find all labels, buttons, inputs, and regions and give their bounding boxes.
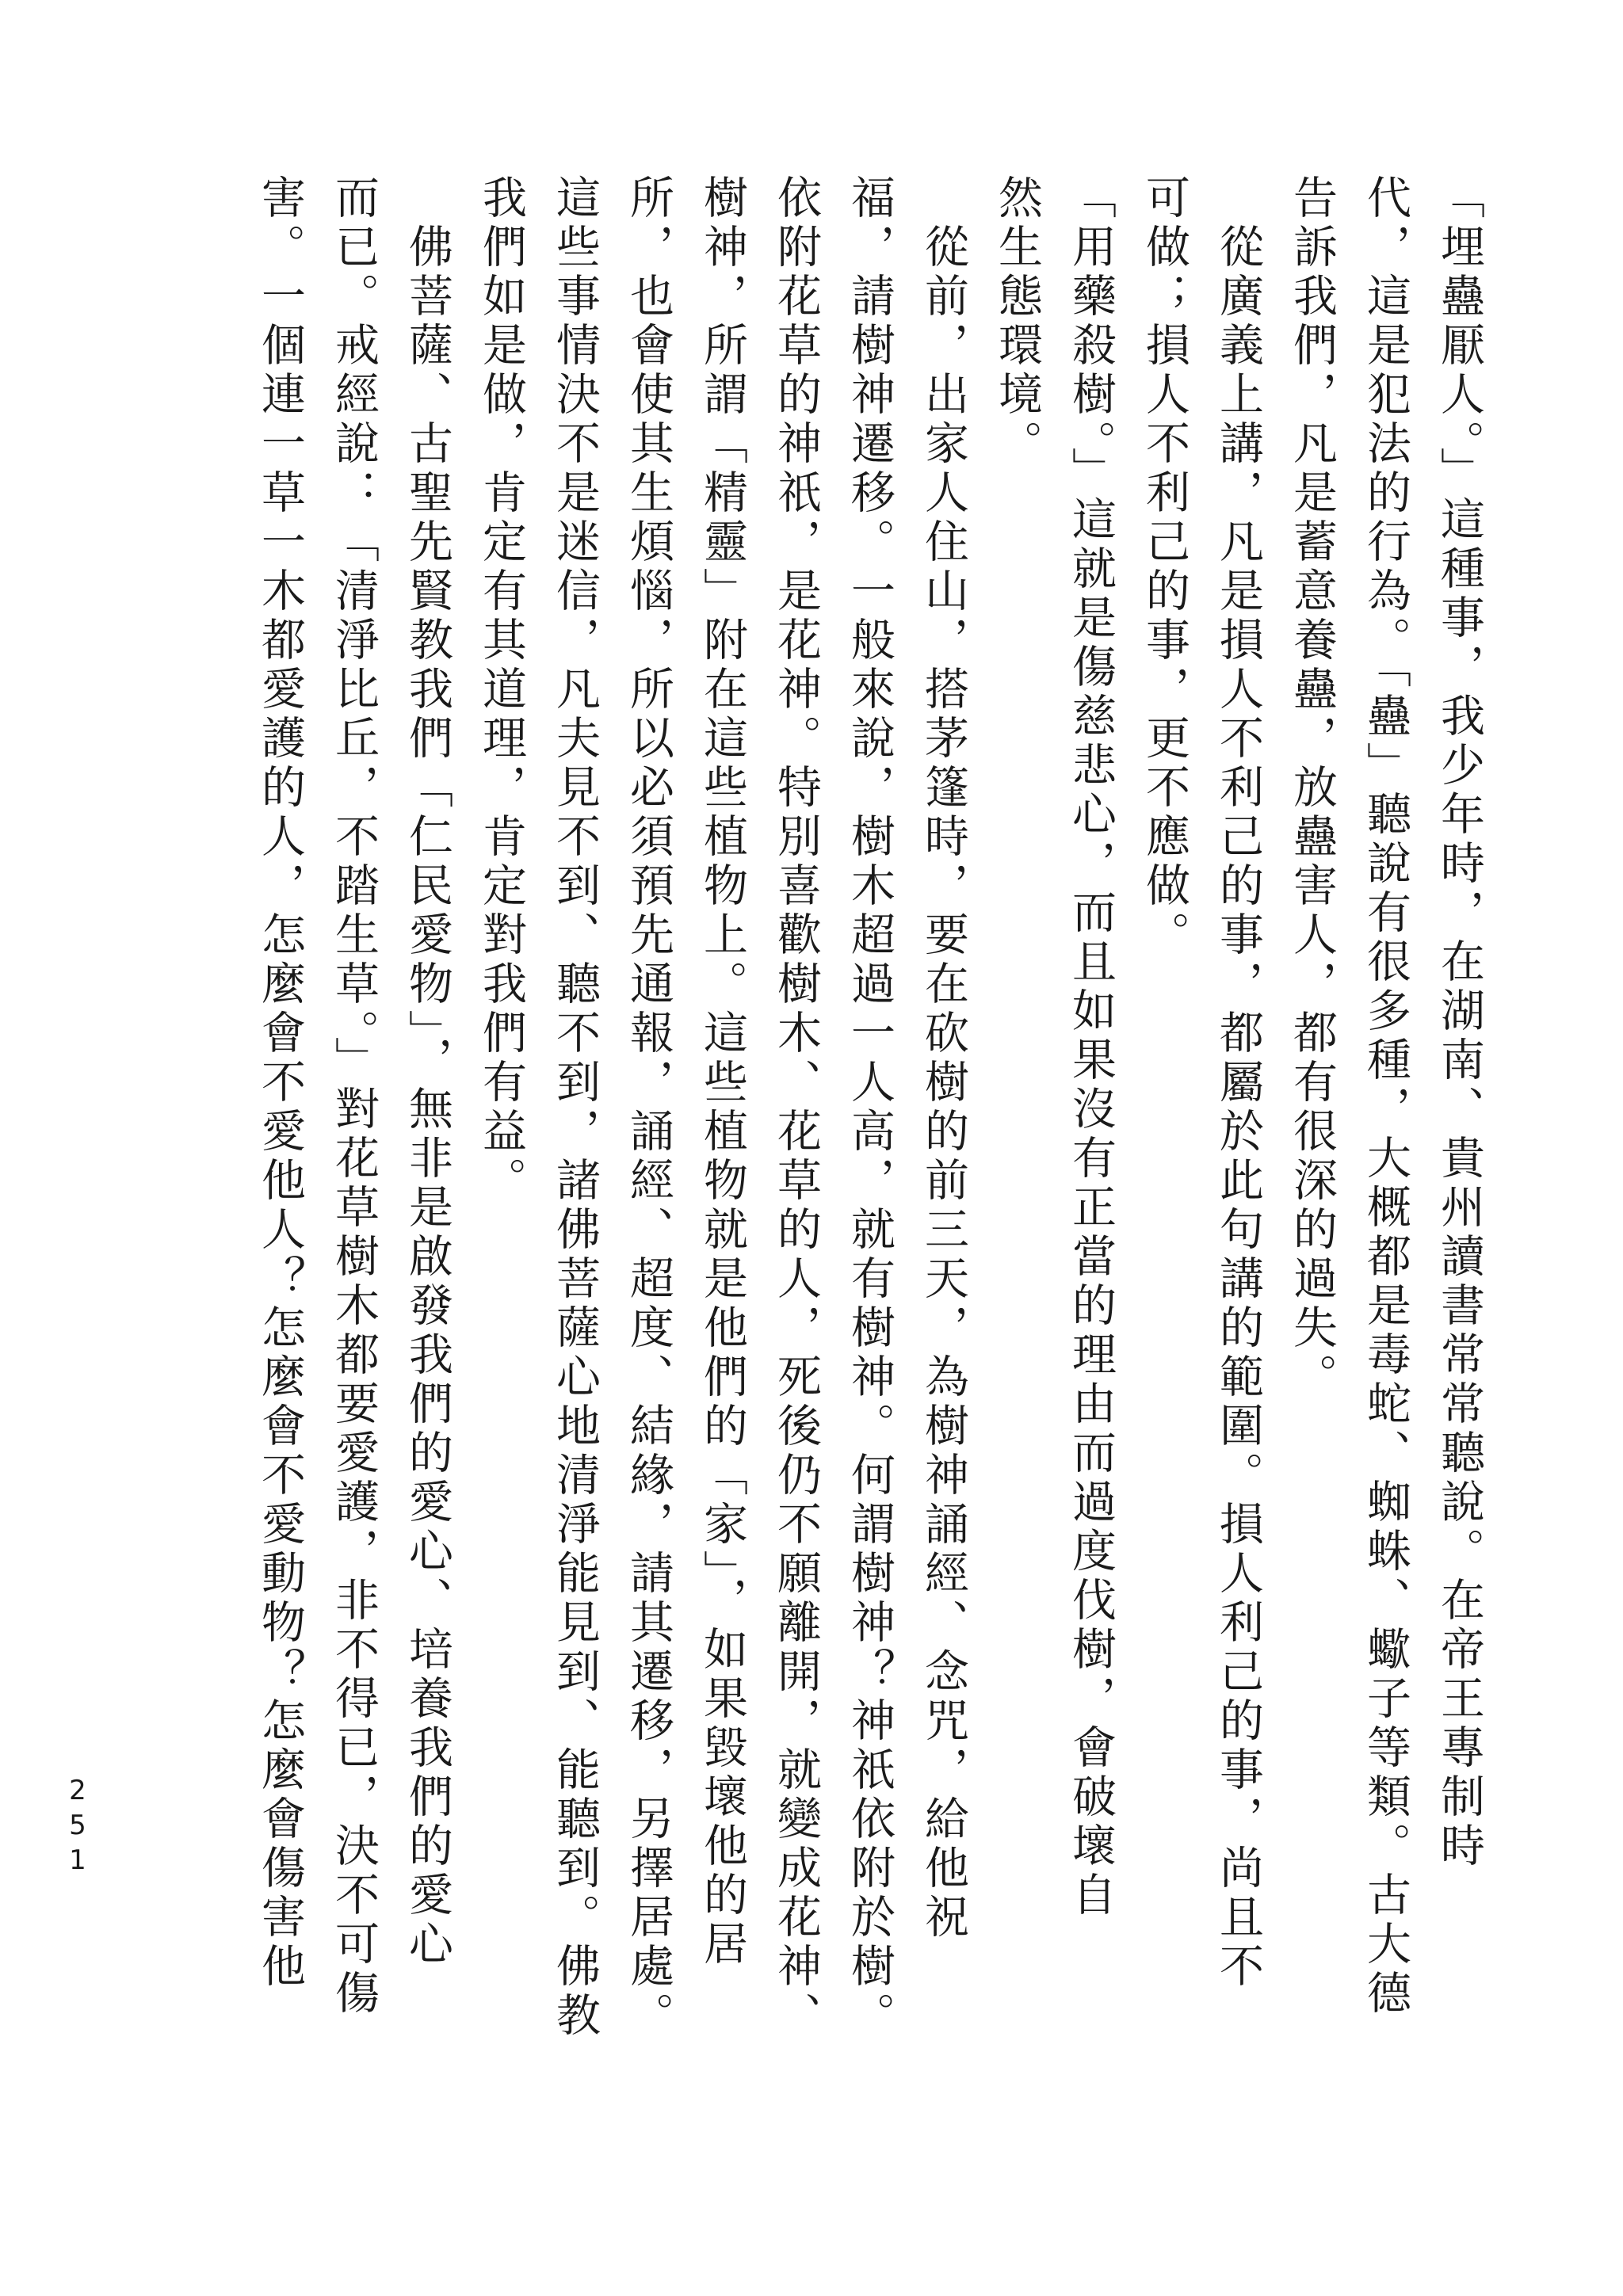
text-column: 害。一個連一草一木都愛護的人，怎麼會不愛他人？怎麼會不愛動物？怎麼會傷害他 — [254, 174, 306, 1992]
text-column: 所，也會使其生煩惱，所以必須預先通報，誦經、超度、結緣，請其遷移，另擇居處。 — [623, 174, 674, 2041]
text-column: 代，這是犯法的行為。「蠱」聽說有很多種，大概都是毒蛇、蜘蛛、蠍子等類。古大德 — [1360, 174, 1411, 2019]
text-column: 佛菩薩、古聖先賢教我們「仁民愛物」，無非是啟發我們的愛心、培養我們的愛心 — [402, 174, 453, 1970]
text-column: 福，請樹神遷移。一般來說，樹木超過一人高，就有樹神。何謂樹神？神祇依附於樹。 — [844, 174, 896, 2041]
text-column: 而已。戒經說：「清淨比丘，不踏生草。」對花草樹木都要愛護，非不得已，決不可傷 — [328, 174, 380, 2019]
text-column: 從廣義上講，凡是損人不利己的事，都屬於此句講的範圍。損人利己的事，尚且不 — [1212, 174, 1264, 1992]
text-column: 這些事情決不是迷信，凡夫見不到、聽不到，諸佛菩薩心地清淨能見到、能聽到。佛教 — [549, 174, 601, 2041]
text-column: 樹神，所謂「精靈」附在這些植物上。這些植物就是他們的「家」，如果毀壞他的居 — [697, 174, 748, 1970]
text-column: 可做；損人不利己的事，更不應做。 — [1139, 174, 1190, 960]
text-column: 我們如是做，肯定有其道理，肯定對我們有益。 — [475, 174, 527, 1206]
page-number: 251 — [62, 1775, 94, 1879]
text-column: 依附花草的神祇，是花神。特別喜歡樹木、花草的人，死後仍不願離開，就變成花神、 — [770, 174, 822, 2041]
text-column: 「用藥殺樹。」這就是傷慈悲心，而且如果沒有正當的理由而過度伐樹，會破壞自 — [1065, 174, 1117, 1920]
body-text — [243, 174, 1496, 2187]
text-column: 「埋蠱厭人。」這種事，我少年時，在湖南、貴州讀書常常聽說。在帝王專制時 — [1434, 174, 1485, 1871]
text-column: 告訴我們，凡是蓄意養蠱，放蠱害人，都有很深的過失。 — [1286, 174, 1338, 1402]
text-column: 然生態環境。 — [991, 174, 1043, 469]
text-column: 從前，出家人住山，搭茅篷時，要在砍樹的前三天，為樹神誦經、念咒，給他祝 — [918, 174, 969, 1943]
